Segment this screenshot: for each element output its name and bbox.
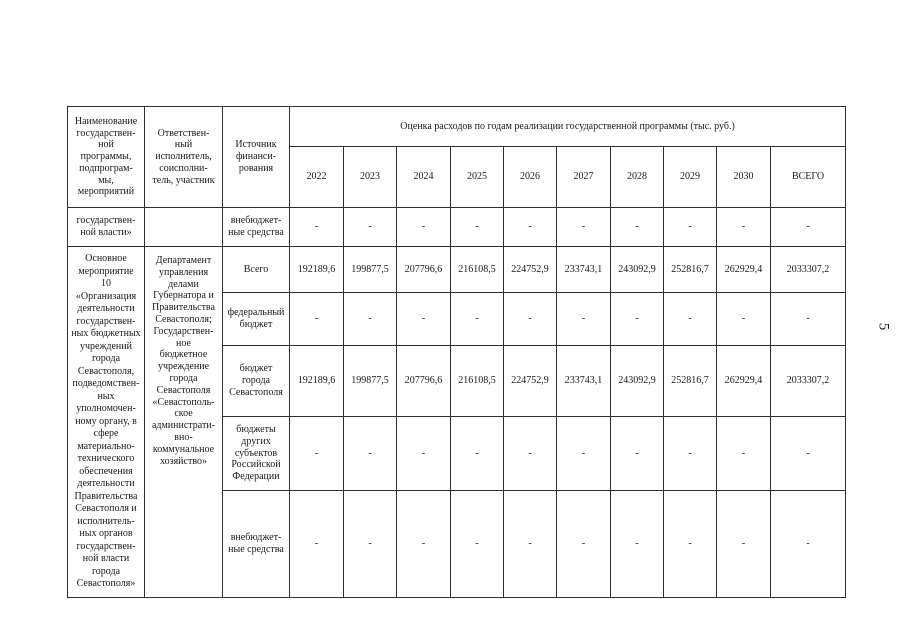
- value-cell: -: [290, 417, 344, 491]
- value-cell: -: [290, 491, 344, 598]
- value-cell: -: [451, 293, 504, 346]
- value-cell: 207796,6: [397, 346, 451, 417]
- header-year-cell: 2027: [557, 147, 611, 208]
- value-cell: -: [397, 208, 451, 247]
- row-source-cell: бюджет города Севастополя: [223, 346, 290, 417]
- value-cell: -: [717, 491, 771, 598]
- expenditure-table: [67, 106, 846, 598]
- header-executor-cell: Ответствен- ный исполнитель, соисполни- тель, участник: [145, 107, 223, 208]
- value-cell: -: [290, 293, 344, 346]
- main-event-name-cell: Основное мероприятие 10 «Организация деятельности государствен- ных бюджетных учреждений города Севастополя, подведомствен- ных уполномочен- ному органу, в сфере материально- технического обеспечения деятельности Правительства Севастополя и исполнитель- ных органов государствен- ной власти города Севастополя»: [68, 247, 145, 598]
- value-cell: -: [771, 417, 846, 491]
- page-number: 5: [875, 322, 892, 331]
- value-cell: -: [451, 491, 504, 598]
- value-cell: 243092,9: [611, 346, 664, 417]
- value-cell: 207796,6: [397, 247, 451, 293]
- value-cell: -: [771, 491, 846, 598]
- value-cell: -: [504, 491, 557, 598]
- value-cell: -: [397, 417, 451, 491]
- row-executor-cell: [145, 208, 223, 247]
- value-cell: -: [771, 293, 846, 346]
- value-cell: 192189,6: [290, 247, 344, 293]
- header-total-cell: ВСЕГО: [771, 147, 846, 208]
- row-source-cell: бюджеты других субъектов Российской Федерации: [223, 417, 290, 491]
- value-cell: 192189,6: [290, 346, 344, 417]
- header-source-cell: Источник финанси- рования: [223, 107, 290, 208]
- value-cell: -: [611, 208, 664, 247]
- value-cell: -: [451, 417, 504, 491]
- value-cell: -: [664, 208, 717, 247]
- value-cell: 233743,1: [557, 247, 611, 293]
- value-cell: 216108,5: [451, 346, 504, 417]
- value-cell: -: [504, 208, 557, 247]
- row-source-cell: федеральный бюджет: [223, 293, 290, 346]
- header-year-cell: 2025: [451, 147, 504, 208]
- value-cell: 262929,4: [717, 346, 771, 417]
- row-source-cell: Всего: [223, 247, 290, 293]
- header-year-cell: 2026: [504, 147, 557, 208]
- value-cell: -: [717, 208, 771, 247]
- value-cell: 199877,5: [344, 346, 397, 417]
- table-row: [68, 208, 846, 247]
- row-name-cell: государствен- ной власти»: [68, 208, 145, 247]
- value-cell: 224752,9: [504, 346, 557, 417]
- value-cell: 262929,4: [717, 247, 771, 293]
- value-cell: -: [344, 208, 397, 247]
- value-cell: 252816,7: [664, 247, 717, 293]
- value-cell: -: [771, 208, 846, 247]
- value-cell: -: [290, 208, 344, 247]
- value-cell: -: [611, 491, 664, 598]
- value-cell: -: [504, 417, 557, 491]
- header-year-cell: 2028: [611, 147, 664, 208]
- value-cell: -: [664, 417, 717, 491]
- value-cell: -: [557, 208, 611, 247]
- header-name-cell: Наименование государствен- ной программы, подпрограм- мы, мероприятий: [68, 107, 145, 208]
- table-row: [68, 247, 846, 293]
- row-source-cell: внебюджет- ные средства: [223, 491, 290, 598]
- value-cell: -: [344, 293, 397, 346]
- value-cell: -: [504, 293, 557, 346]
- header-year-cell: 2022: [290, 147, 344, 208]
- value-cell: -: [717, 417, 771, 491]
- value-cell: -: [664, 491, 717, 598]
- value-cell: -: [557, 417, 611, 491]
- value-cell: -: [397, 491, 451, 598]
- value-cell: 2033307,2: [771, 346, 846, 417]
- header-estimate-title: Оценка расходов по годам реализации государственной программы (тыс. руб.): [290, 107, 846, 147]
- value-cell: -: [611, 417, 664, 491]
- value-cell: -: [451, 208, 504, 247]
- value-cell: -: [557, 491, 611, 598]
- header-row-top: [68, 107, 846, 147]
- value-cell: -: [397, 293, 451, 346]
- value-cell: 2033307,2: [771, 247, 846, 293]
- value-cell: 243092,9: [611, 247, 664, 293]
- value-cell: 224752,9: [504, 247, 557, 293]
- value-cell: 233743,1: [557, 346, 611, 417]
- value-cell: -: [717, 293, 771, 346]
- value-cell: -: [557, 293, 611, 346]
- value-cell: 216108,5: [451, 247, 504, 293]
- row-source-cell: внебюджет- ные средства: [223, 208, 290, 247]
- value-cell: -: [344, 491, 397, 598]
- header-year-cell: 2030: [717, 147, 771, 208]
- value-cell: -: [611, 293, 664, 346]
- value-cell: -: [344, 417, 397, 491]
- header-year-cell: 2029: [664, 147, 717, 208]
- value-cell: -: [664, 293, 717, 346]
- value-cell: 252816,7: [664, 346, 717, 417]
- header-year-cell: 2023: [344, 147, 397, 208]
- header-year-cell: 2024: [397, 147, 451, 208]
- main-event-executor-cell: Департамент управления делами Губернатора и Правительства Севастополя; Государствен- ное бюджетное учреждение города Севастополя «Севастополь- ское администрати- вно- коммунальное хозяйство»: [145, 247, 223, 598]
- value-cell: 199877,5: [344, 247, 397, 293]
